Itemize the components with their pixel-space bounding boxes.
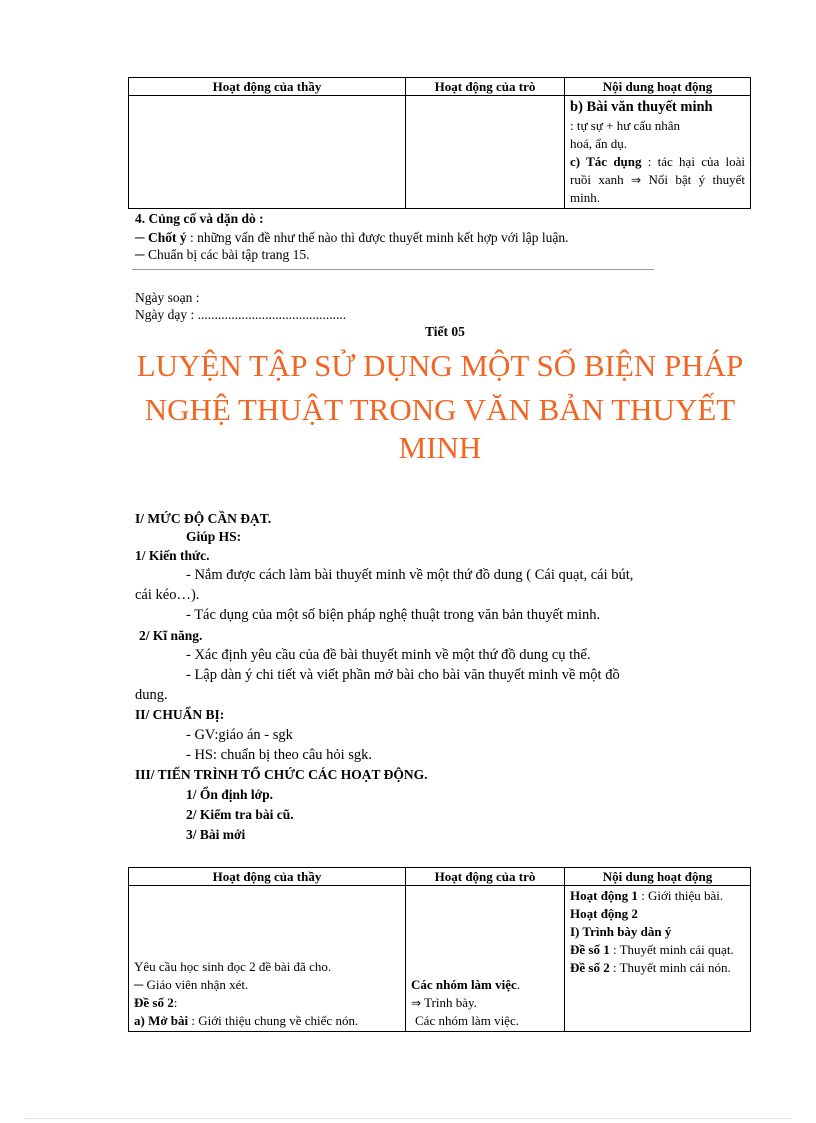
section-b-label: b) Bài văn thuyết minh [570, 99, 713, 115]
section-1-heading: I/ MỨC ĐỘ CẦN ĐẠT. [135, 511, 272, 526]
dash-icon: ─ [135, 230, 145, 245]
outline-heading: I) Trình bày dàn ý [570, 924, 672, 939]
section-c-label: c) Tác dụng [570, 154, 642, 169]
student-cell [406, 886, 565, 1032]
step-1: 1/ Ổn định lớp. [186, 787, 274, 802]
topic-1-text: : Thuyết minh cái quạt. [609, 942, 734, 957]
implies-arrow-icon: ⇒ [411, 996, 422, 1010]
header-student: Hoạt động của trò [406, 78, 565, 96]
table-row [129, 96, 751, 209]
consolidation-heading: 4. Củng cố và dặn dò : [135, 211, 264, 226]
section-2-heading: II/ CHUẨN BỊ: [135, 707, 225, 722]
present-text: Trình bày. [421, 995, 477, 1010]
step-2: 2/ Kiểm tra bài cũ. [186, 807, 294, 822]
header-content: Nội dung hoạt động [565, 868, 751, 886]
activity-table-top [128, 77, 751, 209]
section-3-heading: III/ TIẾN TRÌNH TỔ CHỨC CÁC HOẠT ĐỘNG. [135, 767, 428, 782]
skills-item-2b: dung. [135, 687, 168, 703]
chot-y-text: : những vấn đề như thế nào thì được thuyết minh kết hợp với lập luận. [186, 230, 569, 245]
dash-icon: ─ [134, 977, 144, 992]
colon: : [173, 995, 178, 1010]
skills-item-2a: - Lập dàn ý chi tiết và viết phần mở bài cho bài văn thuyết minh về một đồ [186, 667, 620, 683]
teacher-instruction: Yêu cầu học sinh đọc 2 đề bài đã cho. [134, 959, 332, 974]
chot-y-label: Chốt ý [147, 230, 187, 245]
content-cell [565, 886, 751, 1032]
lesson-title-line-1: LUYỆN TẬP SỬ DỤNG MỘT SỐ BIỆN PHÁP [136, 348, 744, 383]
teacher-cell [129, 886, 406, 1032]
consolidation-item-2 [135, 246, 310, 263]
intro-label: a) Mở bài [134, 1013, 189, 1028]
page-bottom-border [25, 1118, 791, 1119]
knowledge-item-2: - Tác dụng của một số biện pháp nghệ thuật trong văn bản thuyết minh. [186, 607, 601, 623]
table-header-row [129, 78, 751, 96]
implies-arrow-icon: ⇒ [631, 173, 642, 187]
topic-2-label: Đề số 2 [570, 960, 610, 975]
header-student: Hoạt động của trò [406, 868, 565, 886]
topic-2-label: Đề số 2 [134, 995, 174, 1010]
header-teacher: Hoạt động của thầy [129, 78, 406, 96]
topic-1-label: Đề số 1 [570, 942, 610, 957]
skills-item-1: - Xác định yêu cầu của đề bài thuyết minh về một thứ đồ dung cụ thể. [186, 647, 591, 663]
section-c-rest: Nổi bật ý thuyết minh. [570, 172, 745, 205]
topic-2-text: : Thuyết minh cái nón. [609, 960, 731, 975]
activity-2-label: Hoạt động 2 [570, 906, 638, 921]
group-work-text: Các nhóm làm việc. [415, 1013, 519, 1028]
section-b-line2: hoá, ẩn dụ. [570, 136, 628, 151]
knowledge-item-1b: cái kéo…). [135, 587, 200, 603]
table-row [129, 886, 751, 1032]
knowledge-heading: 1/ Kiến thức. [135, 548, 210, 563]
teacher-comment: Giáo viên nhận xét. [143, 977, 249, 992]
lesson-title-line-2: NGHỆ THUẬT TRONG VĂN BẢN THUYẾT [144, 392, 736, 427]
header-content: Nội dung hoạt động [565, 78, 751, 96]
prepare-text: Chuẩn bị các bài tập trang 15. [144, 247, 310, 262]
student-prep: - HS: chuẩn bị theo câu hỏi sgk. [186, 747, 373, 763]
content-cell [565, 96, 751, 209]
consolidation-item-1 [135, 229, 569, 246]
help-students: Giúp HS: [186, 529, 242, 544]
teacher-prep: - GV:giáo án - sgk [186, 727, 293, 743]
activity-table-bottom [128, 867, 751, 1032]
section-c-text: : tác hại của loài ruồi xanh [570, 154, 745, 187]
date-prepared: Ngày soạn : [135, 290, 200, 305]
separator-line [132, 269, 654, 270]
intro-text: : Giới thiệu chung về chiếc nón. [188, 1013, 359, 1028]
group-work-label: Các nhóm làm việc [411, 977, 517, 992]
activity-1-text: : Giới thiệu bài. [637, 888, 724, 903]
lesson-number: Tiết 05 [425, 324, 465, 339]
activity-1-label: Hoạt động 1 [570, 888, 638, 903]
date-taught: Ngày dạy : ............................................ [135, 307, 347, 322]
skills-heading: 2/ Kĩ năng. [139, 628, 203, 643]
period: . [516, 977, 521, 992]
section-b-line1: : tự sự + hư cấu nhân [570, 118, 681, 133]
knowledge-item-1a: - Nắm được cách làm bài thuyết minh về một thứ đồ dung ( Cái quạt, cái bút, [186, 567, 634, 583]
dash-icon: ─ [135, 247, 145, 262]
table-header-row [129, 868, 751, 886]
header-teacher: Hoạt động của thầy [129, 868, 406, 886]
lesson-title-line-3: MINH [398, 430, 482, 465]
step-3: 3/ Bài mới [186, 827, 246, 842]
teacher-cell [129, 96, 406, 209]
student-cell [406, 96, 565, 209]
